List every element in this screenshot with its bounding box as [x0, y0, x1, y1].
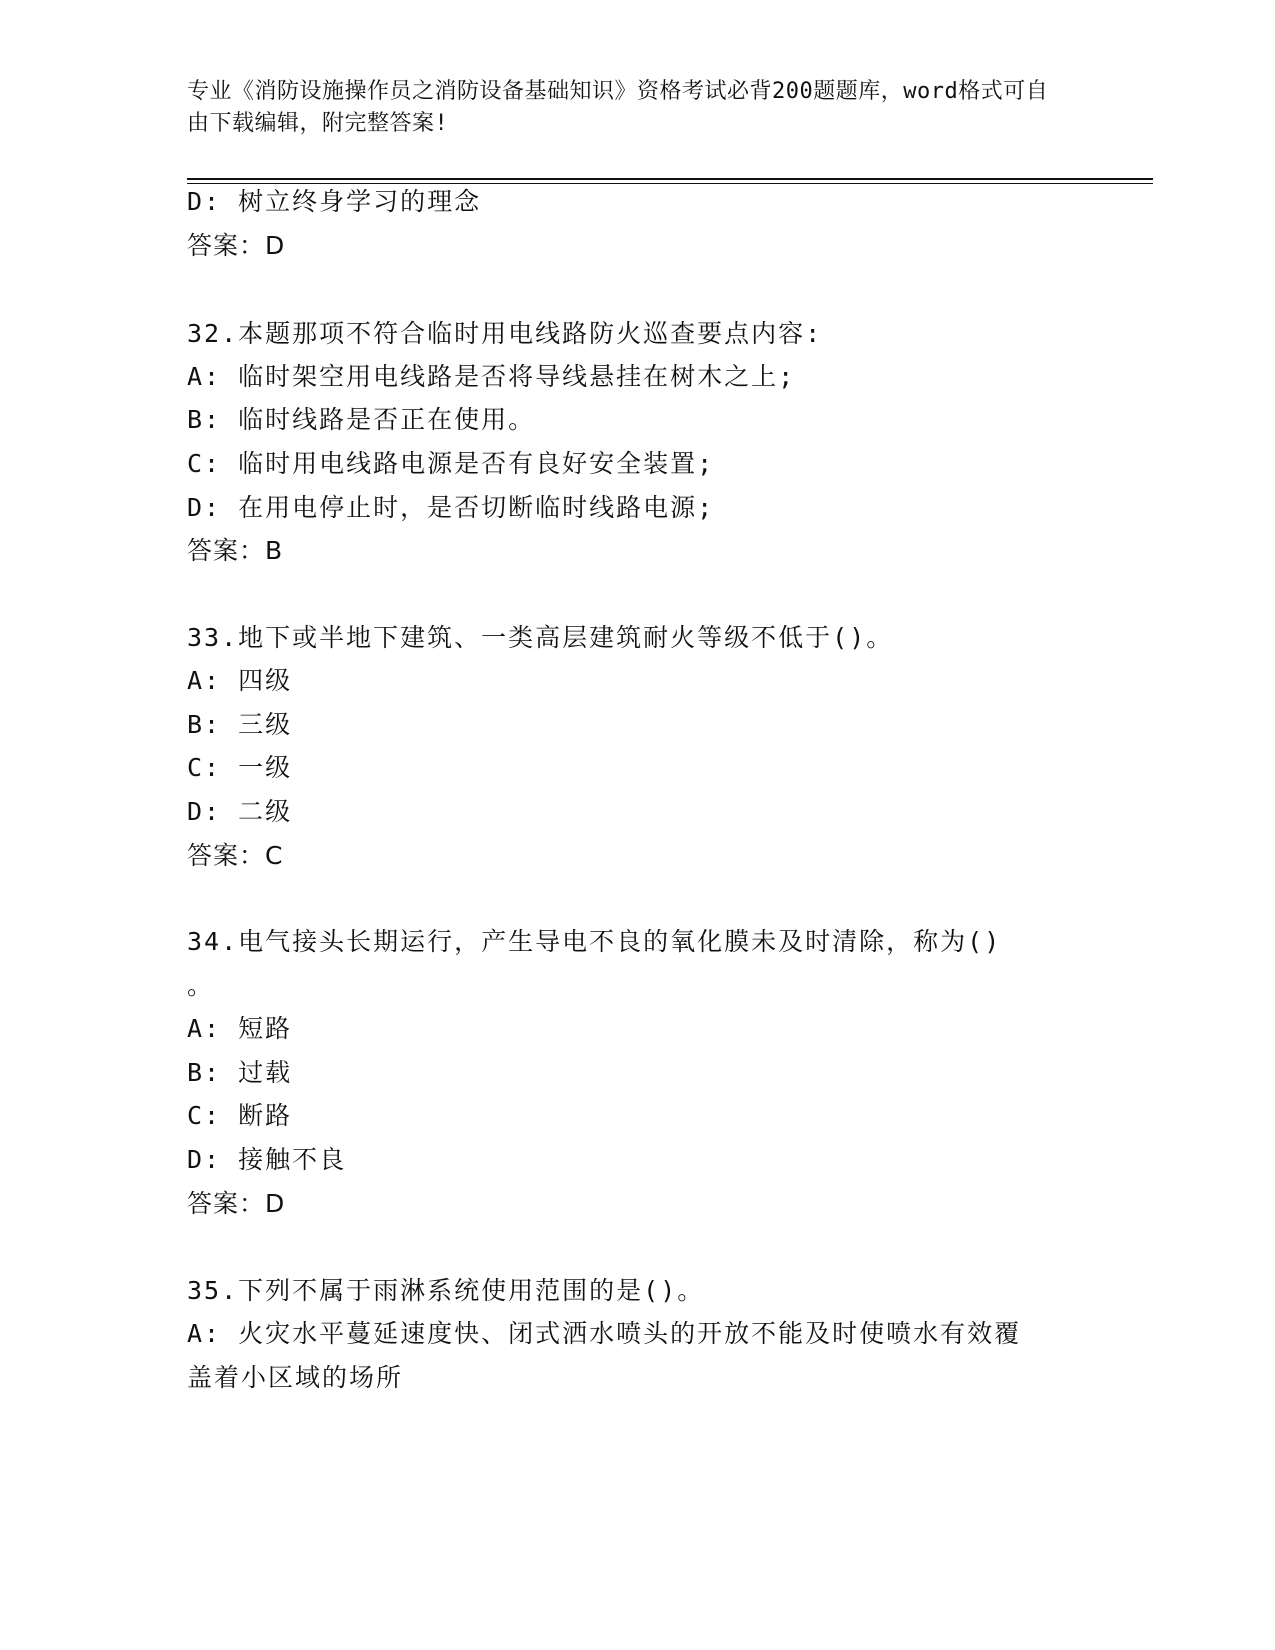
- q35-stem: 35.下列不属于雨淋系统使用范围的是()。: [187, 1276, 705, 1305]
- q35-option-a-line1: A: 火灾水平蔓延速度快、闭式洒水喷头的开放不能及时使喷水有效覆: [187, 1319, 1022, 1348]
- q33-option-a: A: 四级: [187, 666, 293, 695]
- q34-option-b: B: 过载: [187, 1058, 293, 1087]
- q32-option-c: C: 临时用电线路电源是否有良好安全装置;: [187, 449, 715, 478]
- q33-stem: 33.地下或半地下建筑、一类高层建筑耐火等级不低于()。: [187, 623, 894, 652]
- header-divider-thin: [187, 183, 1153, 184]
- prev-answer: 答案：D: [187, 231, 286, 260]
- q33-option-c: C: 一级: [187, 753, 293, 782]
- q33-answer: 答案：C: [187, 841, 284, 870]
- q32-answer: 答案：B: [187, 536, 284, 565]
- q32-option-b: B: 临时线路是否正在使用。: [187, 405, 536, 434]
- q34-option-c: C: 断路: [187, 1101, 293, 1130]
- q34-stem-line1: 34.电气接头长期运行，产生导电不良的氧化膜未及时清除，称为(): [187, 927, 1002, 956]
- q33-option-d: D: 二级: [187, 797, 293, 826]
- q34-answer: 答案：D: [187, 1189, 286, 1218]
- q34-option-a: A: 短路: [187, 1014, 293, 1043]
- q34-stem-line2: 。: [187, 971, 215, 1000]
- prev-option-d: D: 树立终身学习的理念: [187, 187, 482, 216]
- q32-stem: 32.本题那项不符合临时用电线路防火巡查要点内容:: [187, 319, 823, 348]
- q32-option-a: A: 临时架空用电线路是否将导线悬挂在树木之上;: [187, 362, 796, 391]
- header-divider-thick: [187, 178, 1153, 180]
- q33-option-b: B: 三级: [187, 710, 293, 739]
- q32-option-d: D: 在用电停止时，是否切断临时线路电源;: [187, 493, 715, 522]
- document-header: 专业《消防设施操作员之消防设备基础知识》资格考试必背200题题库，word格式可自由下载编辑，附完整答案!: [187, 79, 1049, 136]
- q34-option-d: D: 接触不良: [187, 1145, 347, 1174]
- q35-option-a-line2: 盖着小区域的场所: [187, 1363, 404, 1392]
